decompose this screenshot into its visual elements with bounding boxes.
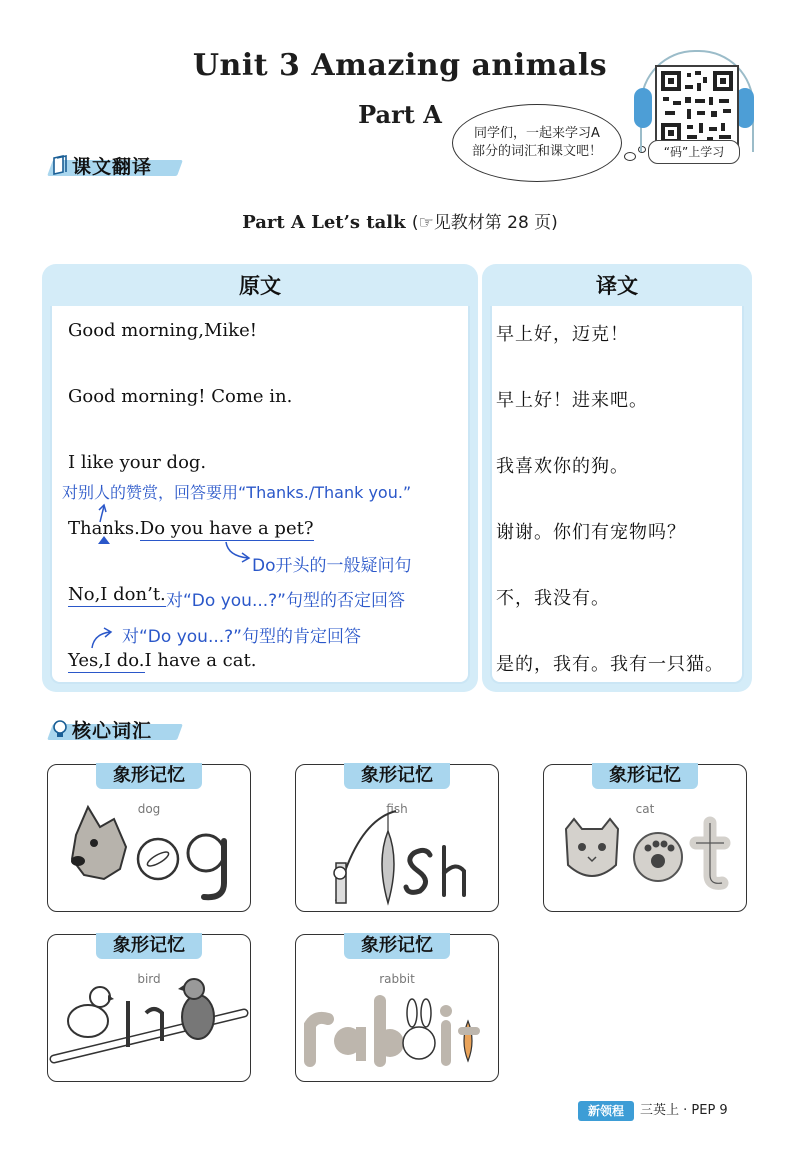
col-header-translation: 译文	[596, 274, 638, 298]
qr-code-icon	[657, 67, 737, 147]
caret-marker-icon	[98, 536, 110, 544]
vocab-card-fish	[295, 764, 499, 912]
qr-caption: “码”上学习	[648, 140, 740, 164]
note-arrow-curve-icon	[222, 540, 252, 564]
note-thanks: 对别人的赞赏，回答要用“Thanks./Thank you.”	[62, 483, 412, 502]
en-line-5	[68, 584, 166, 605]
book-icon	[52, 155, 68, 175]
en-line-6-a: Yes,I do.	[68, 650, 145, 671]
card-label: 象形记忆	[344, 933, 450, 959]
cn-line-5: 不，我没有。	[496, 588, 610, 609]
en-line-5-a: No,I don’t.	[68, 584, 166, 605]
en-line-2: Good morning! Come in.	[68, 386, 293, 407]
unit-title: Unit 3 Amazing animals	[192, 48, 608, 83]
panel-translation-body	[490, 306, 744, 684]
card-label: 象形记忆	[96, 933, 202, 959]
section-ribbon-vocab	[50, 716, 180, 742]
speech-bubble-text: 同学们，一起来学习A部分的词汇和课文吧！	[472, 126, 603, 159]
en-line-3: I like your dog.	[68, 452, 207, 473]
section-ribbon-translation	[50, 152, 180, 178]
cn-line-2: 早上好！进来吧。	[496, 390, 648, 411]
word-caption: bird	[137, 972, 161, 986]
vocab-card-cat	[543, 764, 747, 912]
card-label: 象形记忆	[344, 763, 450, 789]
en-line-4-b: Do you have a pet?	[139, 518, 314, 539]
vocab-card-dog	[47, 764, 251, 912]
word-caption: rabbit	[379, 972, 415, 986]
note-positive: 对“Do you...?”句型的肯定回答	[122, 627, 361, 647]
talk-title-text: Part A Let’s talk	[242, 212, 406, 233]
fish-word-picture	[296, 791, 498, 907]
dog-word-picture	[48, 791, 250, 907]
rabbit-word-picture	[296, 961, 498, 1077]
ribbon-label: 课文翻译	[72, 156, 153, 178]
talk-page-ref: (☞见教材第 28 页)	[411, 213, 558, 233]
word-caption: dog	[137, 802, 161, 816]
vocab-card-bird	[47, 934, 251, 1082]
en-line-4-a: Thanks.	[68, 518, 140, 539]
ribbon-label: 核心词汇	[72, 720, 153, 742]
note-arrow-curve-up-icon	[88, 626, 114, 650]
en-line-6	[68, 650, 256, 671]
word-caption: fish	[386, 802, 408, 816]
qr-code[interactable]	[655, 65, 739, 149]
cn-line-4: 谢谢。你们有宠物吗？	[496, 522, 686, 543]
vocab-card-rabbit	[295, 934, 499, 1082]
part-title: Part A	[358, 100, 442, 129]
note-do-question: Do开头的一般疑问句	[252, 556, 412, 576]
cat-word-picture	[544, 791, 746, 907]
card-label: 象形记忆	[96, 763, 202, 789]
bubble-tail-dot	[624, 152, 636, 161]
speech-bubble	[452, 104, 622, 182]
talk-title	[0, 208, 800, 233]
lightbulb-icon	[52, 719, 68, 739]
en-line-6-b: I have a cat.	[144, 650, 257, 671]
en-line-1: Good morning,Mike!	[68, 320, 257, 341]
cn-line-6: 是的，我有。我有一只猫。	[496, 654, 724, 675]
note-negative: 对“Do you...?”句型的否定回答	[166, 591, 405, 611]
card-label: 象形记忆	[592, 763, 698, 789]
note-arrow-up-icon	[92, 502, 112, 524]
brand-badge: 新领程	[578, 1101, 634, 1121]
col-header-original: 原文	[239, 274, 281, 298]
headphone-left-icon	[634, 88, 652, 128]
cn-line-3: 我喜欢你的狗。	[496, 456, 629, 477]
word-caption: cat	[635, 802, 655, 816]
bird-word-picture	[48, 961, 250, 1077]
cn-line-1: 早上好，迈克！	[496, 324, 629, 345]
footer-page-info: 三英上 · PEP 9	[640, 1103, 728, 1118]
